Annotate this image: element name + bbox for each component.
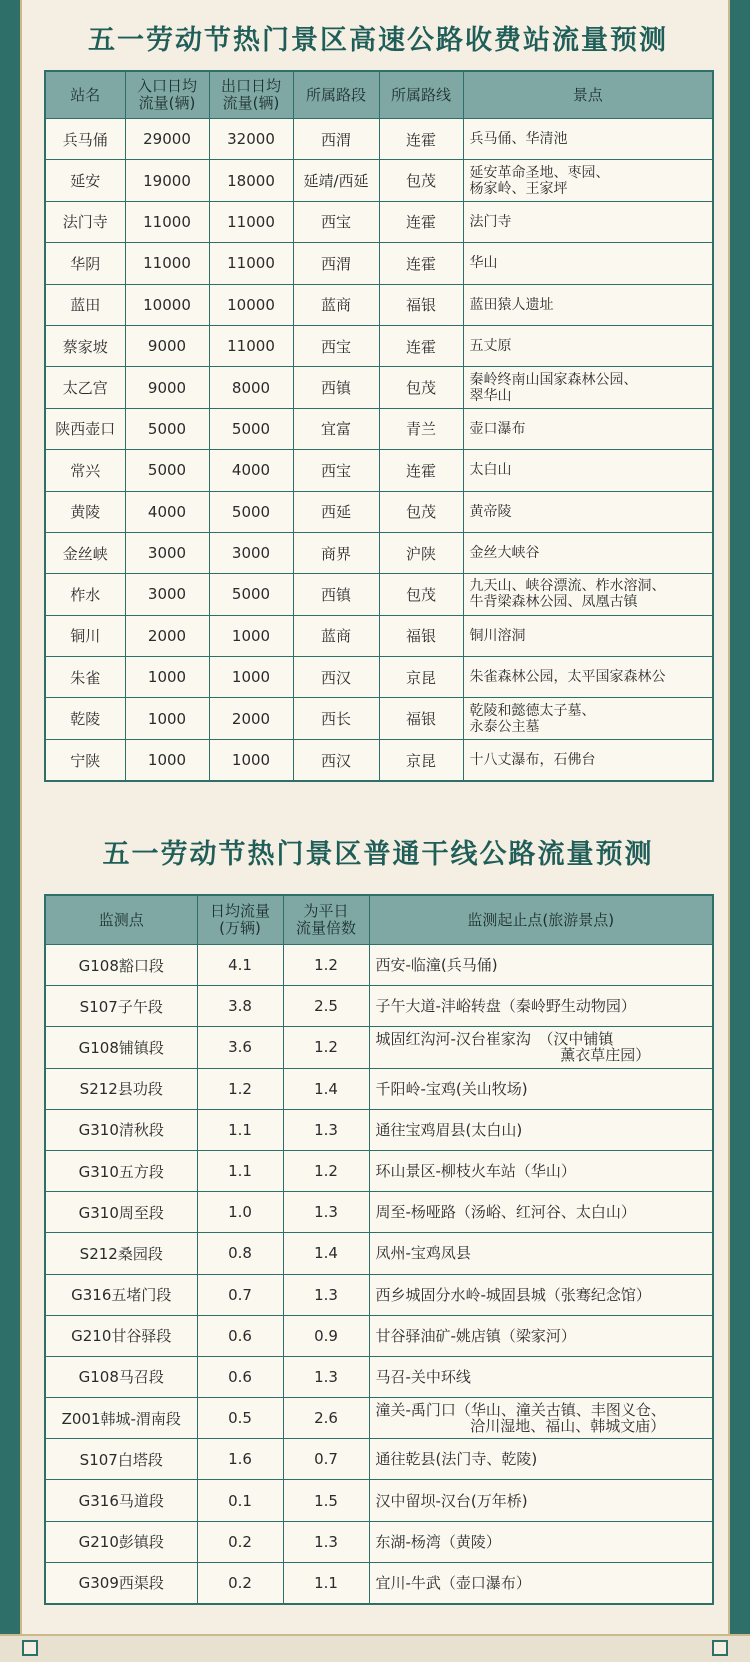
corner-ornament-right — [712, 1640, 728, 1656]
table-cell: 青兰 — [379, 408, 463, 449]
table-row — [45, 615, 713, 656]
trunk-table-header-row — [45, 895, 713, 945]
table-cell: 1.5 — [283, 1480, 369, 1521]
table-cell: 10000 — [209, 284, 293, 325]
table-cell: 朱雀 — [45, 657, 125, 698]
column-header: 监测起止点(旅游景点) — [369, 895, 713, 945]
column-header: 所属路段 — [293, 71, 379, 119]
table-row — [45, 1192, 713, 1233]
table-cell: 4000 — [125, 491, 209, 532]
table-cell: 包茂 — [379, 160, 463, 201]
table-cell: 通往宝鸡眉县(太白山) — [369, 1109, 713, 1150]
highway-table-body — [45, 119, 713, 782]
trunk-table-body — [45, 945, 713, 1605]
frame-bottom-band — [0, 1634, 750, 1662]
table-cell: S212县功段 — [45, 1068, 197, 1109]
table-row — [45, 1274, 713, 1315]
table-cell: 柞水 — [45, 574, 125, 615]
column-header: 日均流量 (万辆) — [197, 895, 283, 945]
table-cell: 东湖-杨湾（黄陵） — [369, 1521, 713, 1562]
highway-toll-station-table — [44, 70, 714, 782]
trunk-road-table-title: 五一劳动节热门景区普通干线公路流量预测 — [102, 839, 654, 870]
table-cell: 兵马俑、华清池 — [463, 119, 713, 160]
table-cell: 连霍 — [379, 243, 463, 284]
table-cell: 11000 — [209, 243, 293, 284]
table-row — [45, 1480, 713, 1521]
table-cell: 0.6 — [197, 1315, 283, 1356]
table-cell: 环山景区-柳枝火车站（华山） — [369, 1150, 713, 1191]
table-cell: 0.2 — [197, 1521, 283, 1562]
table-cell: 2.5 — [283, 986, 369, 1027]
table-cell: 马召-关中环线 — [369, 1356, 713, 1397]
table-cell: 0.8 — [197, 1233, 283, 1274]
table-cell: G108马召段 — [45, 1356, 197, 1397]
table-cell: 29000 — [125, 119, 209, 160]
table-cell: 1.6 — [197, 1439, 283, 1480]
table-cell: 1.2 — [283, 945, 369, 986]
table-cell: 蓝田 — [45, 284, 125, 325]
table-cell: 蔡家坡 — [45, 325, 125, 366]
table-cell: 凤州-宝鸡凤县 — [369, 1233, 713, 1274]
table-cell: 壶口瀑布 — [463, 408, 713, 449]
table-row — [45, 367, 713, 408]
table-cell: 京昆 — [379, 739, 463, 781]
column-header: 景点 — [463, 71, 713, 119]
table-cell: G210甘谷驿段 — [45, 1315, 197, 1356]
table-row — [45, 739, 713, 781]
table-cell: 5000 — [209, 491, 293, 532]
table-cell: 1.3 — [283, 1521, 369, 1562]
table-cell: G210彭镇段 — [45, 1521, 197, 1562]
table-cell: 包茂 — [379, 491, 463, 532]
table-cell: 1.4 — [283, 1068, 369, 1109]
frame-right-inner-line — [728, 0, 730, 1662]
frame-right-border — [730, 0, 750, 1662]
table-cell: 潼关-禹门口（华山、潼关古镇、丰图义仓、 洽川湿地、福山、韩城文庙） — [369, 1398, 713, 1439]
frame-left-inner-line — [20, 0, 22, 1662]
table-row — [45, 945, 713, 986]
table-cell: G310五方段 — [45, 1150, 197, 1191]
table-row — [45, 160, 713, 201]
table-cell: 金丝大峡谷 — [463, 532, 713, 573]
table-cell: 蓝田猿人遗址 — [463, 284, 713, 325]
table-cell: 铜川 — [45, 615, 125, 656]
table-row — [45, 698, 713, 739]
table-cell: 9000 — [125, 325, 209, 366]
table-cell: 华山 — [463, 243, 713, 284]
table-cell: 连霍 — [379, 201, 463, 242]
table-cell: 华阴 — [45, 243, 125, 284]
table-cell: 太白山 — [463, 450, 713, 491]
table-cell: 太乙宫 — [45, 367, 125, 408]
table-cell: 5000 — [209, 574, 293, 615]
table-cell: 18000 — [209, 160, 293, 201]
table-cell: 19000 — [125, 160, 209, 201]
table-cell: G316马道段 — [45, 1480, 197, 1521]
table-cell: 1.2 — [283, 1150, 369, 1191]
table-row — [45, 1027, 713, 1068]
table-cell: 8000 — [209, 367, 293, 408]
column-header: 为平日 流量倍数 — [283, 895, 369, 945]
table-cell: 福银 — [379, 698, 463, 739]
table-cell: 1000 — [125, 698, 209, 739]
table-cell: 3000 — [125, 532, 209, 573]
table-row — [45, 1109, 713, 1150]
table-cell: 商界 — [293, 532, 379, 573]
table-cell: 1.3 — [283, 1356, 369, 1397]
table-cell: 铜川溶洞 — [463, 615, 713, 656]
table-cell: 通往乾县(法门寺、乾陵) — [369, 1439, 713, 1480]
table-cell: 1000 — [125, 739, 209, 781]
table-cell: 金丝峡 — [45, 532, 125, 573]
table-row — [45, 1521, 713, 1562]
table-cell: 法门寺 — [45, 201, 125, 242]
table-cell: 1.3 — [283, 1109, 369, 1150]
table-cell: 西长 — [293, 698, 379, 739]
table-cell: 乾陵和懿德太子墓、 永泰公主墓 — [463, 698, 713, 739]
table-row — [45, 201, 713, 242]
table-cell: 延安革命圣地、枣园、 杨家岭、王家坪 — [463, 160, 713, 201]
corner-ornament-left — [22, 1640, 38, 1656]
table-cell: 周至-杨哑路（汤峪、红河谷、太白山） — [369, 1192, 713, 1233]
table-cell: 2000 — [209, 698, 293, 739]
table-cell: 1.3 — [283, 1274, 369, 1315]
table-cell: 1000 — [125, 657, 209, 698]
table-cell: 西渭 — [293, 119, 379, 160]
table-cell: 西镇 — [293, 574, 379, 615]
table-cell: 延安 — [45, 160, 125, 201]
table-cell: 32000 — [209, 119, 293, 160]
table-cell: 西延 — [293, 491, 379, 532]
table-cell: G108豁口段 — [45, 945, 197, 986]
highway-table-title: 五一劳动节热门景区高速公路收费站流量预测 — [88, 25, 668, 56]
table-cell: S107子午段 — [45, 986, 197, 1027]
table-cell: 包茂 — [379, 574, 463, 615]
table-cell: 1000 — [209, 615, 293, 656]
table-cell: 汉中留坝-汉台(万年桥) — [369, 1480, 713, 1521]
table-cell: S212桑园段 — [45, 1233, 197, 1274]
table-cell: 0.9 — [283, 1315, 369, 1356]
table-row — [45, 119, 713, 160]
table-cell: 1000 — [209, 739, 293, 781]
table-row — [45, 657, 713, 698]
table-cell: 1.4 — [283, 1233, 369, 1274]
table-row — [45, 986, 713, 1027]
table-cell: 1000 — [209, 657, 293, 698]
table-cell: 1.3 — [283, 1192, 369, 1233]
table-cell: 5000 — [125, 408, 209, 449]
table-cell: 沪陕 — [379, 532, 463, 573]
table-cell: 11000 — [209, 325, 293, 366]
table-row — [45, 325, 713, 366]
table-cell: 3000 — [125, 574, 209, 615]
table-cell: 西汉 — [293, 739, 379, 781]
table-cell: 10000 — [125, 284, 209, 325]
table-cell: 3.8 — [197, 986, 283, 1027]
table-cell: 西乡城固分水岭-城固县城（张骞纪念馆） — [369, 1274, 713, 1315]
table-cell: 朱雀森林公园，太平国家森林公 — [463, 657, 713, 698]
table-cell: 甘谷驿油矿-姚店镇（梁家河） — [369, 1315, 713, 1356]
table-row — [45, 1562, 713, 1604]
table-cell: S107白塔段 — [45, 1439, 197, 1480]
table-cell: 5000 — [209, 408, 293, 449]
table-row — [45, 1398, 713, 1439]
table-cell: 11000 — [125, 243, 209, 284]
table-cell: 1.1 — [197, 1150, 283, 1191]
table-cell: 法门寺 — [463, 201, 713, 242]
table-cell: 乾陵 — [45, 698, 125, 739]
table-cell: 宁陕 — [45, 739, 125, 781]
table-cell: 11000 — [209, 201, 293, 242]
table-cell: 陕西壶口 — [45, 408, 125, 449]
table-cell: 宜川-牛武（壶口瀑布） — [369, 1562, 713, 1604]
table-cell: 西汉 — [293, 657, 379, 698]
table-row — [45, 243, 713, 284]
table-row — [45, 450, 713, 491]
frame-left-border — [0, 0, 20, 1662]
column-header: 站名 — [45, 71, 125, 119]
table-cell: 4000 — [209, 450, 293, 491]
table-cell: 1.1 — [283, 1562, 369, 1604]
table-cell: 福银 — [379, 284, 463, 325]
table-cell: 2000 — [125, 615, 209, 656]
table-cell: 连霍 — [379, 119, 463, 160]
table-cell: 3000 — [209, 532, 293, 573]
table-cell: 西宝 — [293, 201, 379, 242]
table-cell: 0.6 — [197, 1356, 283, 1397]
table-cell: 西宝 — [293, 450, 379, 491]
table-cell: 0.7 — [283, 1439, 369, 1480]
column-header: 监测点 — [45, 895, 197, 945]
table-cell: 0.1 — [197, 1480, 283, 1521]
table-cell: 4.1 — [197, 945, 283, 986]
table-row — [45, 1068, 713, 1109]
table-cell: G316五堵门段 — [45, 1274, 197, 1315]
table-cell: 1.2 — [197, 1068, 283, 1109]
table-cell: 1.2 — [283, 1027, 369, 1068]
table-cell: Z001韩城-渭南段 — [45, 1398, 197, 1439]
table-cell: G310清秋段 — [45, 1109, 197, 1150]
table-row — [45, 1315, 713, 1356]
table-cell: G310周至段 — [45, 1192, 197, 1233]
table-cell: 西安-临潼(兵马俑) — [369, 945, 713, 986]
table-row — [45, 1439, 713, 1480]
table-cell: 子午大道-沣峪转盘（秦岭野生动物园） — [369, 986, 713, 1027]
table-cell: 连霍 — [379, 325, 463, 366]
table-row — [45, 1233, 713, 1274]
table-cell: 蓝商 — [293, 615, 379, 656]
table-cell: 常兴 — [45, 450, 125, 491]
table-cell: 千阳岭-宝鸡(关山牧场) — [369, 1068, 713, 1109]
table-cell: 西镇 — [293, 367, 379, 408]
table-cell: 1.0 — [197, 1192, 283, 1233]
table-cell: 蓝商 — [293, 284, 379, 325]
column-header: 入口日均 流量(辆) — [125, 71, 209, 119]
table-cell: 五丈原 — [463, 325, 713, 366]
table-cell: 福银 — [379, 615, 463, 656]
table-cell: 5000 — [125, 450, 209, 491]
table-cell: 宜富 — [293, 408, 379, 449]
table-cell: 延靖/西延 — [293, 160, 379, 201]
table-cell: 11000 — [125, 201, 209, 242]
table-cell: 黄帝陵 — [463, 491, 713, 532]
table-cell: 0.5 — [197, 1398, 283, 1439]
table-cell: 0.2 — [197, 1562, 283, 1604]
table-cell: 1.1 — [197, 1109, 283, 1150]
table-cell: 包茂 — [379, 367, 463, 408]
column-header: 所属路线 — [379, 71, 463, 119]
table-row — [45, 1356, 713, 1397]
table-row — [45, 408, 713, 449]
table-cell: G309西渠段 — [45, 1562, 197, 1604]
table-cell: 0.7 — [197, 1274, 283, 1315]
table-cell: 兵马俑 — [45, 119, 125, 160]
table-row — [45, 491, 713, 532]
table-cell: G108铺镇段 — [45, 1027, 197, 1068]
highway-table-header-row — [45, 71, 713, 119]
table-cell: 九天山、峡谷漂流、柞水溶洞、 牛背梁森林公园、凤凰古镇 — [463, 574, 713, 615]
table-cell: 城固红沟河-汉台崔家沟 （汉中铺镇 薰衣草庄园） — [369, 1027, 713, 1068]
table-cell: 秦岭终南山国家森林公园、 翠华山 — [463, 367, 713, 408]
table-cell: 黄陵 — [45, 491, 125, 532]
table-row — [45, 532, 713, 573]
table-cell: 西宝 — [293, 325, 379, 366]
table-cell: 连霍 — [379, 450, 463, 491]
table-row — [45, 284, 713, 325]
table-row — [45, 1150, 713, 1191]
column-header: 出口日均 流量(辆) — [209, 71, 293, 119]
trunk-road-flow-table — [44, 894, 714, 1605]
table-cell: 9000 — [125, 367, 209, 408]
table-cell: 京昆 — [379, 657, 463, 698]
table-row — [45, 574, 713, 615]
table-cell: 西渭 — [293, 243, 379, 284]
table-cell: 2.6 — [283, 1398, 369, 1439]
table-cell: 3.6 — [197, 1027, 283, 1068]
table-cell: 十八丈瀑布，石佛台 — [463, 739, 713, 781]
